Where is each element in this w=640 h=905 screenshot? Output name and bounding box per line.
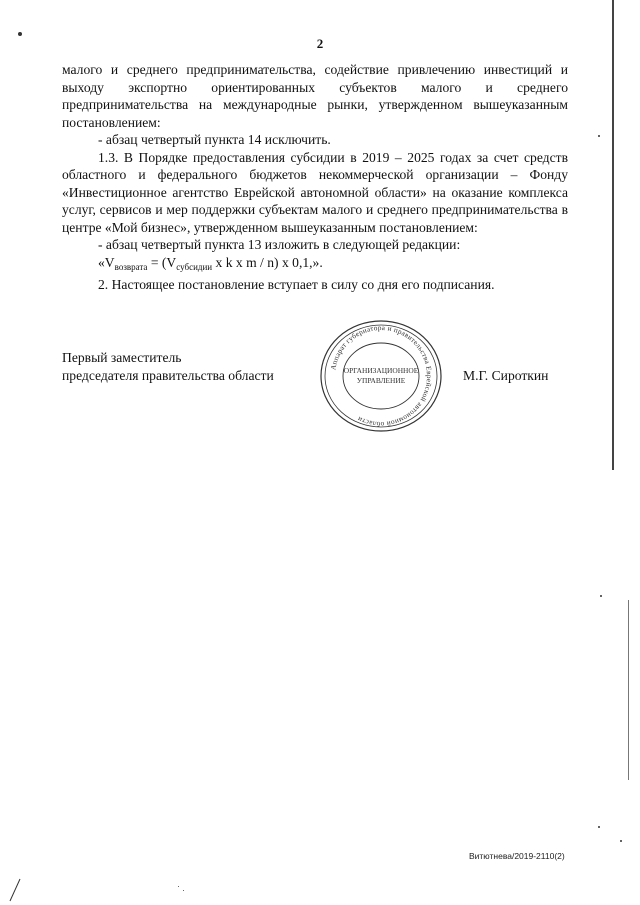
paragraph-1-3: 1.3. В Порядке предоставления субсидии в 2019 – 2025 годах за счет средств областного и федерального бюджетов некоммерческой организации – Фонду «Инвестиционное агентство Еврейской автономной области» на оказание комплекса услуг, сервисов и мер поддержки субъектам малого и среднего предпринимательства в центре «Мой бизнес», утвержденном вышеуказанным постановлением: xyxy=(62,149,568,235)
formula: «$V_{возврата} = (V_{субсидии}$ x k x m / n) x 0,1,». xyxy=(98,254,323,272)
scan-edge-line xyxy=(612,0,614,470)
scan-dot xyxy=(620,840,622,842)
scan-dot xyxy=(183,890,184,891)
scan-dot xyxy=(18,32,22,36)
signer-title xyxy=(62,349,274,384)
official-stamp xyxy=(318,318,444,433)
document-code: Витютнева/2019-2110(2) xyxy=(469,851,565,861)
signer-title-line-2: председателя правительства области xyxy=(62,367,274,383)
signer-title-line-1: Первый заместитель xyxy=(62,350,182,365)
stamp-outer-text: Аппарат губернатора и правительства Еврейской автономной области xyxy=(329,323,434,429)
scan-dot xyxy=(600,595,602,597)
page-number: 2 xyxy=(316,36,324,51)
scan-stroke xyxy=(8,878,22,902)
stamp-inner-line-1: ОРГАНИЗАЦИОННОЕ xyxy=(343,366,419,375)
paragraph-item-rewrite: - абзац четвертый пункта 13 изложить в следующей редакции: xyxy=(98,237,461,252)
signer-name: М.Г. Сироткин xyxy=(463,368,549,383)
paragraph-item-removal: - абзац четвертый пункта 14 исключить. xyxy=(98,132,331,147)
scan-dot xyxy=(598,135,600,137)
scan-edge-line xyxy=(628,600,629,780)
scan-dot xyxy=(178,886,179,887)
paragraph-effective-date: 2. Настоящее постановление вступает в силу со дня его подписания. xyxy=(98,277,495,292)
stamp-inner-line-2: УПРАВЛЕНИЕ xyxy=(356,376,406,385)
paragraph-continuation: малого и среднего предпринимательства, содействие привлечению инвестиций и выходу экспортно ориентированных субъектов малого и среднего предпринимательства на международные рынки, утвержденном вышеуказанным постановлением: xyxy=(62,62,568,130)
document-body xyxy=(62,61,568,294)
scan-dot xyxy=(598,826,600,828)
